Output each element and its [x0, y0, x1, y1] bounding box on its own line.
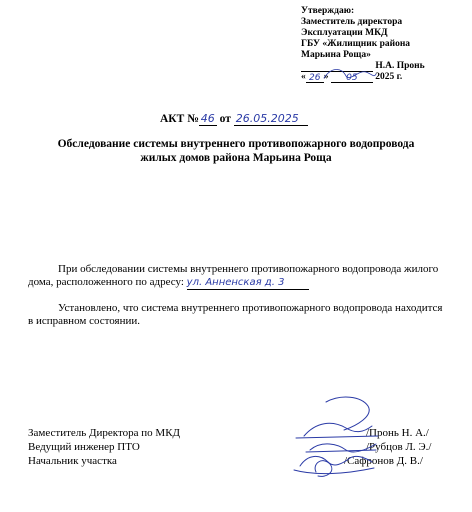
signatures-scribble: [286, 392, 382, 482]
signer-role: Ведущий инженер ПТО: [28, 441, 140, 453]
act-number: 46: [200, 112, 215, 125]
signer-role: Заместитель Директора по МКД: [28, 427, 181, 439]
approval-line: Утверждаю:: [301, 6, 355, 16]
paragraph-inspection: [28, 263, 448, 290]
date-quote-open: «: [301, 72, 306, 82]
signature-stroke: [326, 397, 369, 430]
paragraph-text: Установлено, что система внутреннего противопожарного водопровода находится в исправном состоянии.: [28, 302, 443, 327]
approval-signer: Н.А. Пронь: [375, 61, 425, 71]
address-value: ул. Анненская д. 3: [186, 277, 285, 288]
signature-stroke: [304, 423, 372, 436]
signer-row: [28, 440, 448, 454]
act-date: 26.05.2025: [235, 112, 299, 125]
subject-line: жилых домов района Марьина Роща: [140, 152, 332, 164]
signature-stroke: [296, 436, 378, 438]
date-year: 2025 г.: [375, 72, 403, 82]
approval-line: ГБУ «Жилищник района: [301, 39, 411, 49]
signer-name: /Рубцов Л. Э./: [366, 441, 432, 453]
signer-row: [28, 454, 448, 468]
act-subject: [0, 137, 472, 165]
approval-line: Заместитель директора: [301, 17, 403, 27]
signature-stroke: [300, 456, 372, 466]
date-day: 26: [309, 73, 321, 83]
address-field: [187, 276, 309, 290]
date-month: 05: [346, 73, 358, 83]
paragraph-text: При обследовании системы внутреннего противопожарного водопровода жилого дома, расположенного по адресу:: [28, 263, 439, 288]
signer-role: Начальник участка: [28, 455, 117, 467]
approval-line: Марьина Роща»: [301, 50, 371, 60]
signer-name: /Сафронов Д. В./: [344, 455, 423, 467]
signer-row: [28, 426, 448, 440]
signature-stroke: [294, 468, 374, 474]
signer-name: /Пронь Н. А./: [366, 427, 429, 439]
act-title: [160, 112, 308, 126]
act-date-field: [234, 112, 308, 126]
subject-line: Обследование системы внутреннего противопожарного водопровода: [57, 138, 415, 150]
act-number-field: [199, 112, 217, 126]
act-prefix: АКТ №: [160, 113, 199, 125]
approval-line: Эксплуатации МКД: [301, 28, 388, 38]
signature-stroke: [306, 450, 376, 452]
act-from: от: [219, 113, 231, 125]
date-quote-close: »: [323, 72, 329, 82]
approval-signature-scribble: [320, 62, 380, 84]
paragraph-result: [28, 302, 448, 328]
signers-block: [28, 426, 448, 468]
